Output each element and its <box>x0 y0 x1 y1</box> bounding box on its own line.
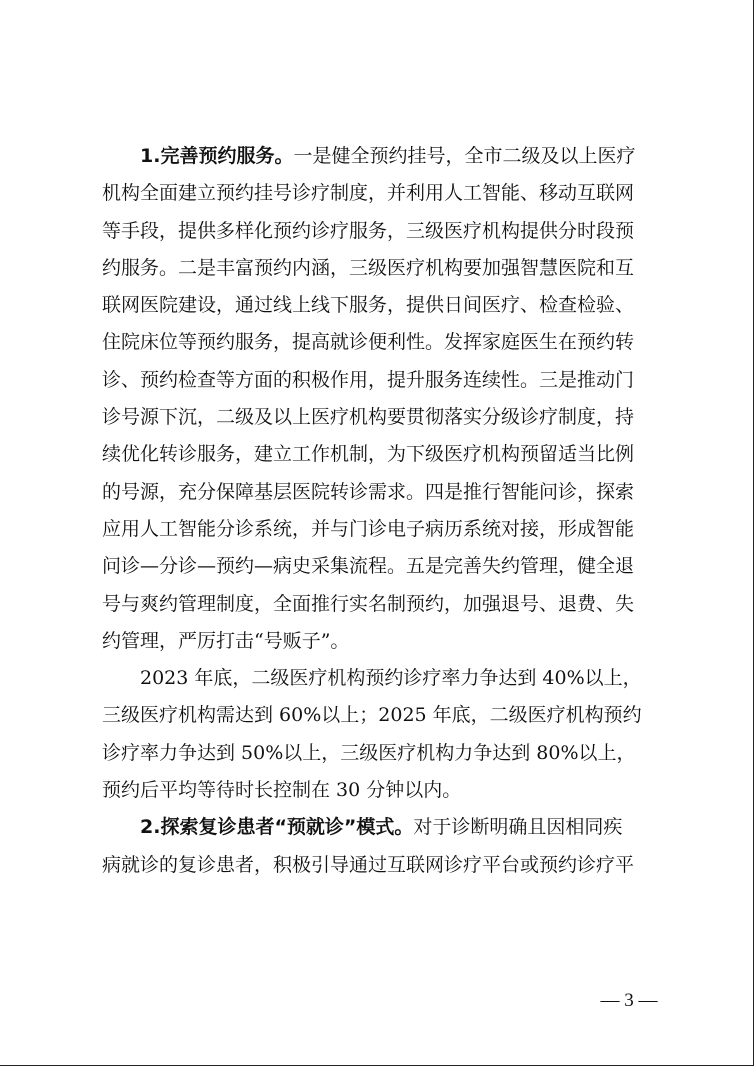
paragraph-line: 约管理，严厉打击“号贩子”。 <box>102 629 350 652</box>
paragraph-line: 联网医院建设，通过线上线下服务，提供日间医疗、检查检验、 <box>102 294 635 317</box>
paragraph-line: 三级医疗机构需达到 60%以上；2025 年底，二级医疗机构预约 <box>102 704 642 727</box>
paragraph-line: 病就诊的复诊患者，积极引导通过互联网诊疗平台或预约诊疗平 <box>102 853 635 876</box>
paragraph-line: 号与爽约管理制度，全面推行实名制预约，加强退号、退费、失 <box>102 592 635 615</box>
paragraph-line: 续优化转诊服务，建立工作机制，为下级医疗机构预留适当比例 <box>102 443 635 466</box>
paragraph-line: 应用人工智能分诊系统，并与门诊电子病历系统对接，形成智能 <box>102 517 635 540</box>
paragraph-line: 的号源，充分保障基层医院转诊需求。四是推行智能问诊，探索 <box>102 480 635 503</box>
paragraph-line: 机构全面建立预约挂号诊疗制度，并利用人工智能、移动互联网 <box>102 182 635 205</box>
paragraph-line: 问诊—分诊—预约—病史采集流程。五是完善失约管理，健全退 <box>102 555 635 578</box>
paragraph-line: 诊疗率力争达到 50%以上，三级医疗机构力争达到 80%以上， <box>102 741 636 764</box>
paragraph-line: 约服务。二是丰富预约内涵，三级医疗机构要加强智慧医院和互 <box>102 256 635 279</box>
paragraph-line: 住院床位等预约服务，提高就诊便利性。发挥家庭医生在预约转 <box>102 331 635 354</box>
page-number: — 3 — <box>600 990 658 1011</box>
section-heading: 1.完善预约服务。 <box>140 145 294 167</box>
document-body <box>102 138 657 884</box>
paragraph-line <box>102 809 657 846</box>
paragraph-line: 2023 年底，二级医疗机构预约诊疗率力争达到 40%以上， <box>140 667 642 690</box>
paragraph-line: 诊、预约检查等方面的积极作用，提升服务连续性。三是推动门 <box>102 368 635 391</box>
paragraph-text: 一是健全预约挂号，全市二级及以上医疗 <box>293 145 636 167</box>
paragraph-line <box>102 138 657 175</box>
paragraph-line: 等手段，提供多样化预约诊疗服务，三级医疗机构提供分时段预 <box>102 219 635 242</box>
paragraph-line: 诊号源下沉，二级及以上医疗机构要贯彻落实分级诊疗制度，持 <box>102 406 635 429</box>
paragraph-text: 对于诊断明确且因相同疾 <box>413 816 623 839</box>
paragraph-line: 预约后平均等待时长控制在 30 分钟以内。 <box>102 779 462 802</box>
section-heading: 2.探索复诊患者“预就诊”模式。 <box>140 816 414 839</box>
